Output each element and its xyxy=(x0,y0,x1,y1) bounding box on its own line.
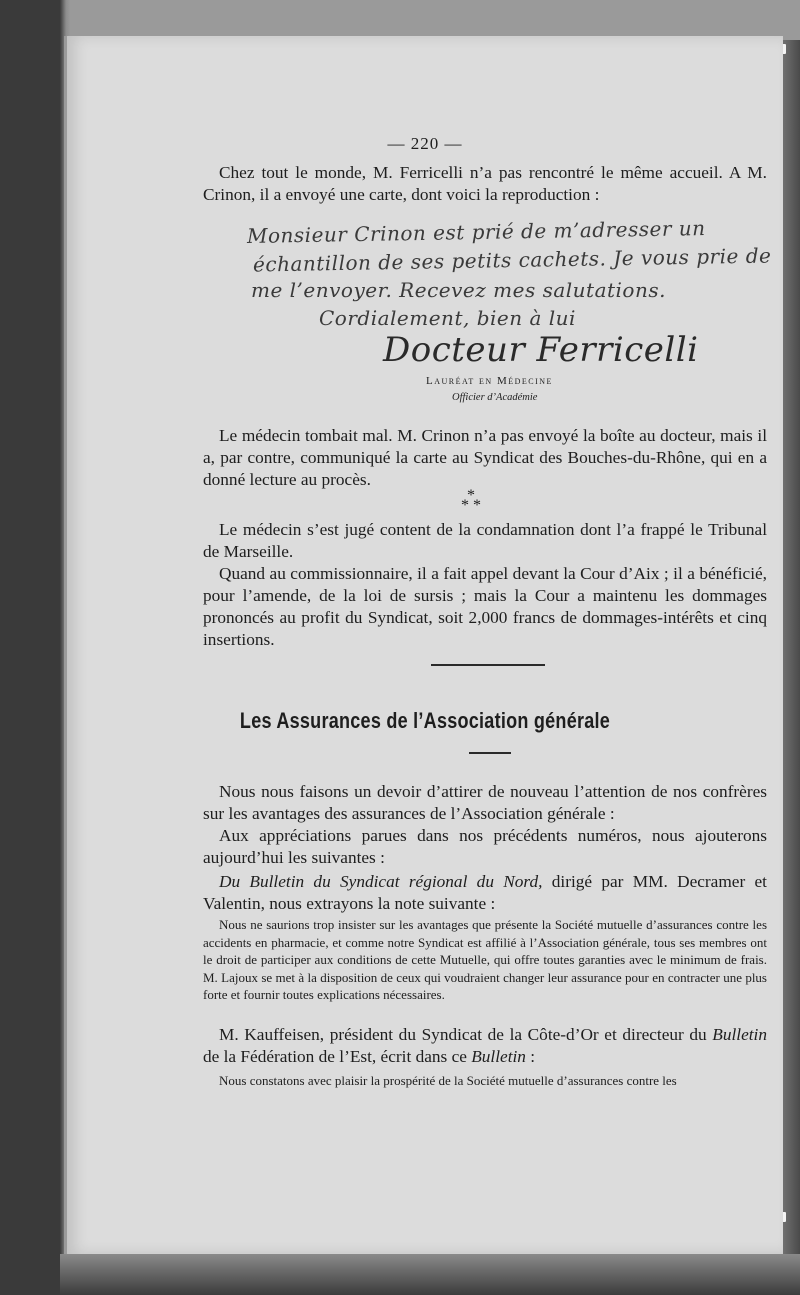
paragraph-body: Le médecin tombait mal. M. Crinon n’a pas envoyé la boîte au docteur, mais il a, par contre, communiqué la carte au Syndicat des Bouches-du-Rhône, qui en a donné lecture au procès. xyxy=(203,426,767,489)
page-number: — 220 — xyxy=(387,134,463,153)
quoted-note: Nous constatons avec plaisir la prospérité de la Société mutuelle d’assurances contre les xyxy=(219,1073,677,1088)
source-title: Bulletin xyxy=(712,1025,767,1044)
signature-subtitle: Officier d’Académie xyxy=(452,392,538,403)
source-title: Du Bulletin du Syndicat régional du Nord, xyxy=(219,872,543,891)
signature-title: Lauréat en Médecine xyxy=(426,375,553,387)
handwriting-line: échantillon de ses petits cachets. Je vous prie de xyxy=(252,243,772,277)
paragraph-body xyxy=(203,871,767,915)
handwriting-line: Cordialement, bien à lui xyxy=(319,306,576,330)
signature-name: Docteur Ferricelli xyxy=(383,330,699,370)
section-heading: Les Assurances de l’Association générale xyxy=(239,708,611,733)
paragraph-body: Le médecin s’est jugé content de la condamnation dont l’a frappé le Tribunal de Marseille. xyxy=(203,520,767,561)
page-bottom-shadow xyxy=(60,1254,800,1295)
divider-rule-short xyxy=(469,752,511,754)
paragraph-text: : xyxy=(525,1047,536,1066)
paragraph-body: Quand au commissionnaire, il a fait appel devant la Cour d’Aix ; il a bénéficié, pour l’amende, de la loi de sursis ; mais la Cour a maintenu les dommages prononcés au profit du Syndicat, soit 2,000 francs de dommages-intérêts et cinq insertions. xyxy=(203,564,767,649)
paragraph-body xyxy=(203,1024,767,1068)
paragraph-intro: Chez tout le monde, M. Ferricelli n’a pas rencontré le même accueil. A M. Crinon, il a envoyé une carte, dont voici la reproduction : xyxy=(203,163,767,204)
handwriting-line: Monsieur Crinon est prié de m’adresser un xyxy=(246,216,706,248)
page-edge-shadow xyxy=(780,40,800,1295)
source-title: Bulletin xyxy=(471,1047,526,1066)
paragraph-text: M. Kauffeisen, président du Syndicat de la Côte-d’Or et directeur du xyxy=(219,1025,713,1044)
paragraph-text: de la Fédération de l’Est, écrit dans ce xyxy=(203,1047,472,1066)
handwriting-line: me l’envoyer. Recevez mes salutations. xyxy=(251,278,666,302)
quoted-note: Nous ne saurions trop insister sur les avantages que présente la Société mutuelle d’assurances contre les accidents en pharmacie, et comme notre Syndicat est affilié à l’Association générale, tous ses membres ont le droit de participer aux conditions de cette Mutuelle, qui offre toutes garanties avec le minimum de frais. M. Lajoux se met à la disposition de ceux qui voudraient changer leur assurance pour en contracter une plus forte et fournir toutes explications nécessaires. xyxy=(203,917,767,1002)
paragraph-body: Nous nous faisons un devoir d’attirer de nouveau l’attention de nos confrères sur les avantages des assurances de l’Association générale : xyxy=(203,782,767,823)
divider-rule xyxy=(431,664,545,666)
paragraph-body: Aux appréciations parues dans nos précédents numéros, nous ajouterons aujourd’hui les suivantes : xyxy=(203,826,767,867)
document-page xyxy=(64,36,783,1254)
paragraph-text: dirigé par MM. Decramer et Valentin, nous extrayons la note suivante : xyxy=(203,872,767,913)
section-asterism: * * * xyxy=(461,487,481,514)
